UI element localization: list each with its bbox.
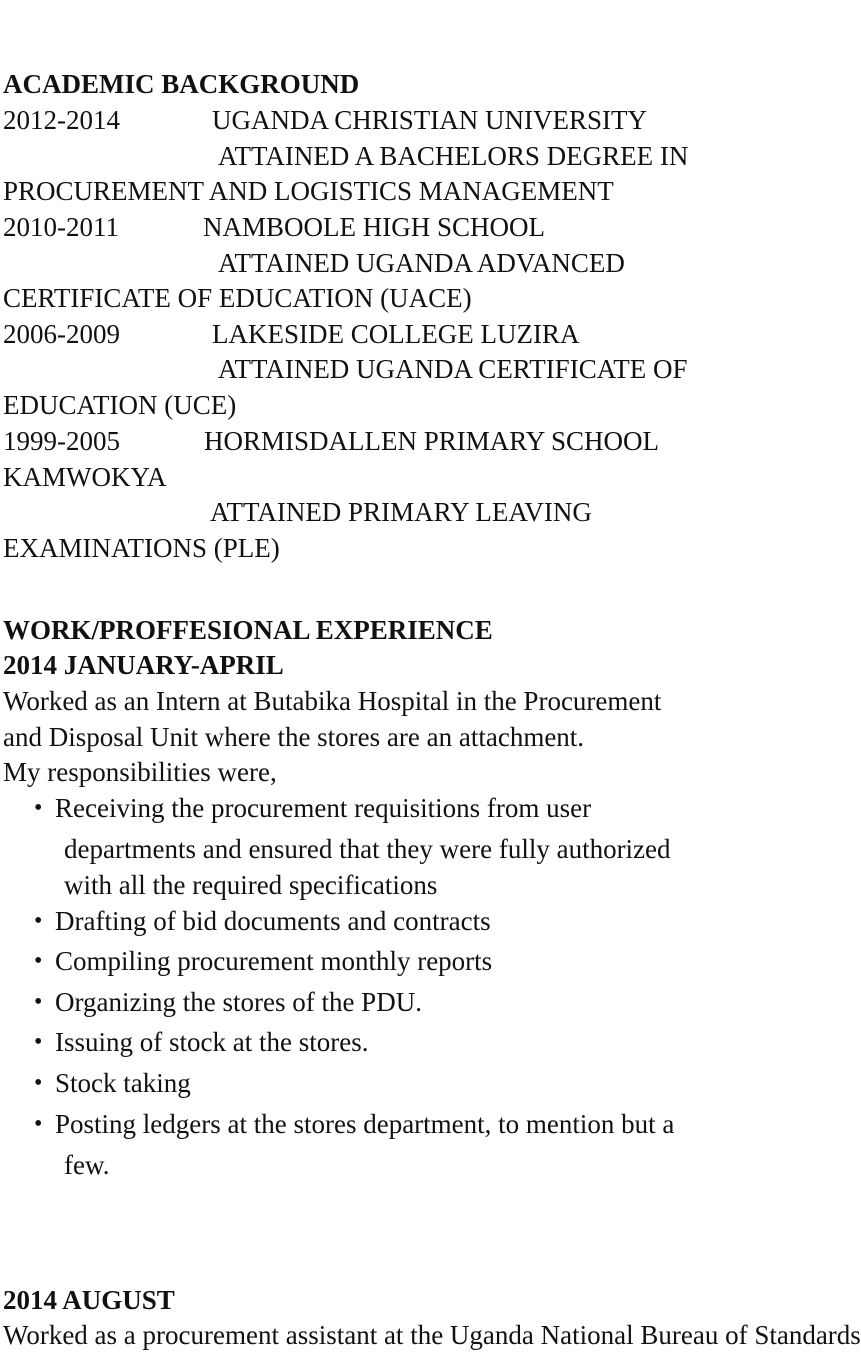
bullet-icon: •	[34, 989, 43, 1015]
bullet-item-6: Stock taking	[55, 1068, 191, 1098]
bullet-icon: •	[34, 1111, 43, 1137]
academic-attain-1a: ATTAINED A BACHELORS DEGREE IN	[218, 141, 689, 171]
bullet-icon: •	[34, 1070, 43, 1096]
bullet-item-5: Issuing of stock at the stores.	[55, 1027, 369, 1057]
academic-attain-1b: PROCUREMENT AND LOGISTICS MANAGEMENT	[3, 176, 614, 206]
bullet-icon: •	[34, 948, 43, 974]
job2-desc-line1: Worked as a procurement assistant at the Uganda National Bureau of Standards	[3, 1320, 861, 1350]
academic-years-3: 2006-2009	[3, 319, 120, 349]
academic-institution-3: LAKESIDE COLLEGE LUZIRA	[212, 319, 580, 349]
academic-institution-4-cont: KAMWOKYA	[3, 462, 167, 492]
academic-institution-4: HORMISDALLEN PRIMARY SCHOOL	[204, 426, 660, 456]
academic-heading: ACADEMIC BACKGROUND	[3, 69, 360, 99]
academic-attain-3a: ATTAINED UGANDA CERTIFICATE OF	[218, 354, 688, 384]
bullet-item-1-line2: departments and ensured that they were fully authorized	[64, 834, 671, 864]
job2-period: 2014 AUGUST	[3, 1285, 175, 1315]
job1-desc-line1: Worked as an Intern at Butabika Hospital in the Procurement	[3, 686, 662, 716]
academic-attain-3b: EDUCATION (UCE)	[3, 390, 237, 420]
academic-years-2: 2010-2011	[3, 212, 119, 242]
bullet-item-4: Organizing the stores of the PDU.	[55, 987, 422, 1017]
bullet-item-1-line3: with all the required specifications	[64, 870, 438, 900]
job1-desc-line3: My responsibilities were,	[3, 757, 277, 787]
academic-attain-4b: EXAMINATIONS (PLE)	[3, 533, 280, 563]
academic-institution-1: UGANDA CHRISTIAN UNIVERSITY	[212, 105, 647, 135]
academic-attain-2a: ATTAINED UGANDA ADVANCED	[218, 248, 625, 278]
bullet-item-7-line1: Posting ledgers at the stores department, to mention but a	[55, 1109, 675, 1139]
bullet-item-3: Compiling procurement monthly reports	[55, 946, 493, 976]
academic-years-1: 2012-2014	[3, 105, 120, 135]
bullet-item-1-line1: Receiving the procurement requisitions from user	[55, 793, 592, 823]
work-heading: WORK/PROFFESIONAL EXPERIENCE	[3, 615, 493, 645]
bullet-item-2: Drafting of bid documents and contracts	[55, 906, 491, 936]
bullet-icon: •	[34, 1029, 43, 1055]
bullet-item-7-line2: few.	[64, 1150, 110, 1180]
academic-attain-4a: ATTAINED PRIMARY LEAVING	[210, 497, 592, 527]
academic-institution-2: NAMBOOLE HIGH SCHOOL	[203, 212, 545, 242]
academic-attain-2b: CERTIFICATE OF EDUCATION (UACE)	[3, 283, 472, 313]
academic-years-4: 1999-2005	[3, 426, 120, 456]
job1-desc-line2: and Disposal Unit where the stores are an attachment.	[3, 722, 585, 752]
bullet-icon: •	[34, 908, 43, 934]
bullet-icon: •	[34, 795, 43, 821]
job1-period: 2014 JANUARY-APRIL	[3, 650, 284, 680]
